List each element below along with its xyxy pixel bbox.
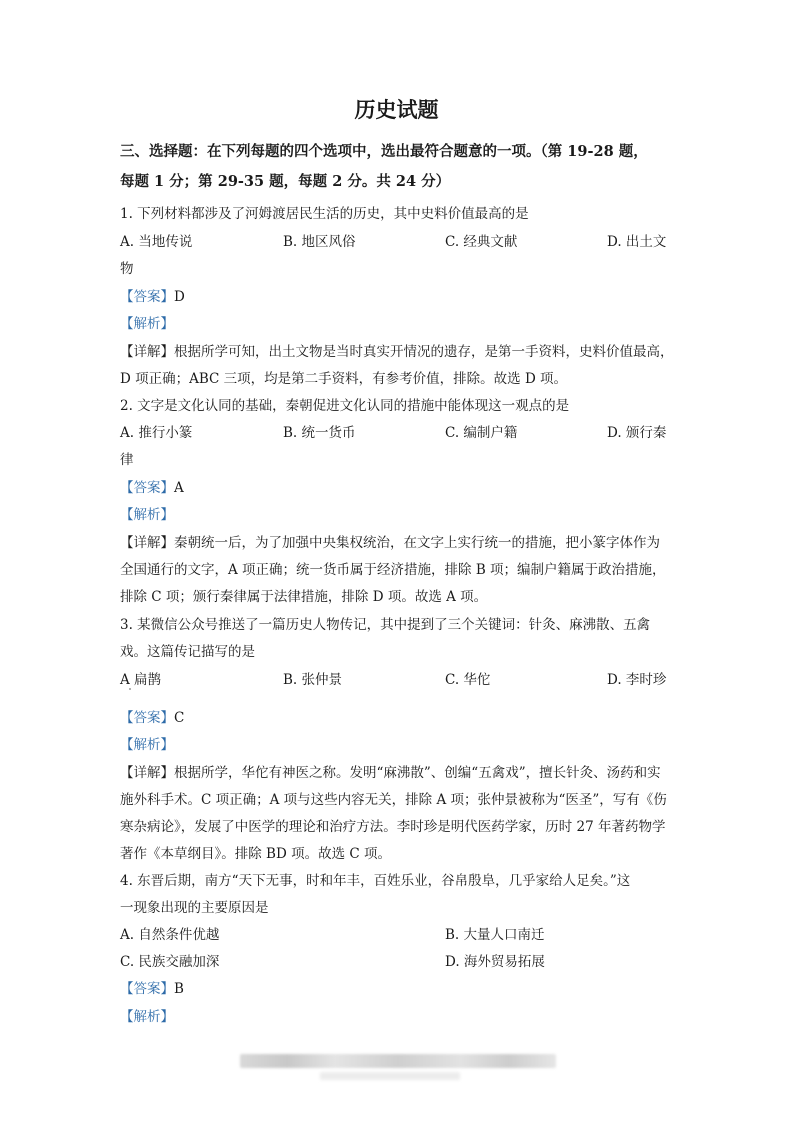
q3-detail-text1: 根据所学，华佗有神医之称。发明“麻沸散”、创编“五禽戏”，擅长针灸、汤药和实 xyxy=(174,765,661,781)
q4-option-a: A. 自然条件优越 xyxy=(120,927,220,943)
q3-detail-line2: 施外科手术。C 项正确；A 项与这些内容无关，排除 A 项；张仲景被称为“医圣”，写有《伤 xyxy=(120,792,667,808)
answer-tag: 【答案】 xyxy=(120,710,174,726)
q2-answer xyxy=(120,476,184,496)
q3-detail-line1 xyxy=(120,761,661,781)
section-heading-line2: 每题 1 分；第 29-35 题，每题 2 分。共 24 分） xyxy=(120,173,451,190)
q1-option-c: C. 经典文献 xyxy=(445,234,518,250)
answer-tag: 【答案】 xyxy=(120,480,174,496)
blurred-footer-watermark xyxy=(240,1054,556,1068)
q1-option-d: D. 出土文 xyxy=(607,234,667,250)
q4-option-d: D. 海外贸易拓展 xyxy=(445,954,545,970)
q4-stem-line2: 一现象出现的主要原因是 xyxy=(120,900,269,916)
q3-option-c: C. 华佗 xyxy=(445,672,491,688)
q2-analysis-tag: 【解析】 xyxy=(120,507,174,523)
q4-stem-line1: 4. 东晋后期，南方“天下无事，时和年丰，百姓乐业，谷帛殷阜，几乎家给人足矣。”这 xyxy=(120,873,631,889)
q2-detail-text1: 秦朝统一后，为了加强中央集权统治，在文字上实行统一的措施，把小篆字体作为 xyxy=(174,535,660,551)
q4-analysis-tag: 【解析】 xyxy=(120,1009,174,1025)
q1-analysis-tag: 【解析】 xyxy=(120,316,174,332)
q4-option-c: C. 民族交融加深 xyxy=(120,954,220,970)
detail-tag: 【详解】 xyxy=(120,344,174,360)
q1-detail-line1 xyxy=(120,340,674,360)
scan-dot xyxy=(129,688,131,690)
q1-answer-value: D xyxy=(174,289,185,305)
q1-detail-line2: D 项正确；ABC 三项，均是第二手资料，有参考价值，排除。故选 D 项。 xyxy=(120,371,568,387)
q2-detail-line3: 排除 C 项；颁行秦律属于法律措施，排除 D 项。故选 A 项。 xyxy=(120,589,488,605)
q3-analysis-tag: 【解析】 xyxy=(120,737,174,753)
detail-tag: 【详解】 xyxy=(120,765,174,781)
q2-option-wrap: 律 xyxy=(120,452,134,468)
q3-detail-line3: 寒杂病论》，发展了中医学的理论和治疗方法。李时珍是明代医药学家，历时 27 年著药物学 xyxy=(120,819,666,835)
q3-option-b: B. 张仲景 xyxy=(283,672,343,688)
q3-option-d: D. 李时珍 xyxy=(607,672,667,688)
detail-tag: 【详解】 xyxy=(120,535,174,551)
q2-stem: 2. 文字是文化认同的基础，秦朝促进文化认同的措施中能体现这一观点的是 xyxy=(120,398,570,414)
answer-tag: 【答案】 xyxy=(120,289,174,305)
q2-answer-value: A xyxy=(174,480,184,496)
blurred-footer-watermark-line2 xyxy=(320,1072,460,1080)
q1-answer xyxy=(120,285,185,305)
q3-detail-line4: 著作《本草纲目》。排除 BD 项。故选 C 项。 xyxy=(120,846,391,862)
q3-answer xyxy=(120,706,184,726)
q2-option-b: B. 统一货币 xyxy=(283,425,356,441)
q2-option-c: C. 编制户籍 xyxy=(445,425,518,441)
q2-detail-line2: 全国通行的文字，A 项正确；统一货币属于经济措施，排除 B 项；编制户籍属于政治措施， xyxy=(120,562,666,578)
page-title: 历史试题 xyxy=(354,97,439,122)
q1-option-wrap: 物 xyxy=(120,261,134,277)
q3-stem-line2: 戏。这篇传记描写的是 xyxy=(120,644,255,660)
q3-option-a: A 扁鹊 xyxy=(120,672,162,688)
q2-option-d: D. 颁行秦 xyxy=(607,425,667,441)
q1-option-b: B. 地区风俗 xyxy=(283,234,356,250)
q4-option-b: B. 大量人口南迁 xyxy=(445,927,545,943)
q1-option-a: A. 当地传说 xyxy=(120,234,193,250)
q4-answer xyxy=(120,977,184,997)
q3-stem-line1: 3. 某微信公众号推送了一篇历史人物传记，其中提到了三个关键词：针灸、麻沸散、五禽 xyxy=(120,617,651,633)
answer-tag: 【答案】 xyxy=(120,981,174,997)
section-heading-line1: 三、选择题：在下列每题的四个选项中，选出最符合题意的一项。（第 19-28 题， xyxy=(120,143,648,160)
q4-answer-value: B xyxy=(174,981,184,997)
q3-answer-value: C xyxy=(174,710,185,726)
q1-detail-text1: 根据所学可知，出土文物是当时真实开情况的遗存，是第一手资料，史料价值最高， xyxy=(174,344,674,360)
q1-stem: 1. 下列材料都涉及了河姆渡居民生活的历史，其中史料价值最高的是 xyxy=(120,206,529,222)
q2-detail-line1 xyxy=(120,531,660,551)
q2-option-a: A. 推行小篆 xyxy=(120,425,193,441)
